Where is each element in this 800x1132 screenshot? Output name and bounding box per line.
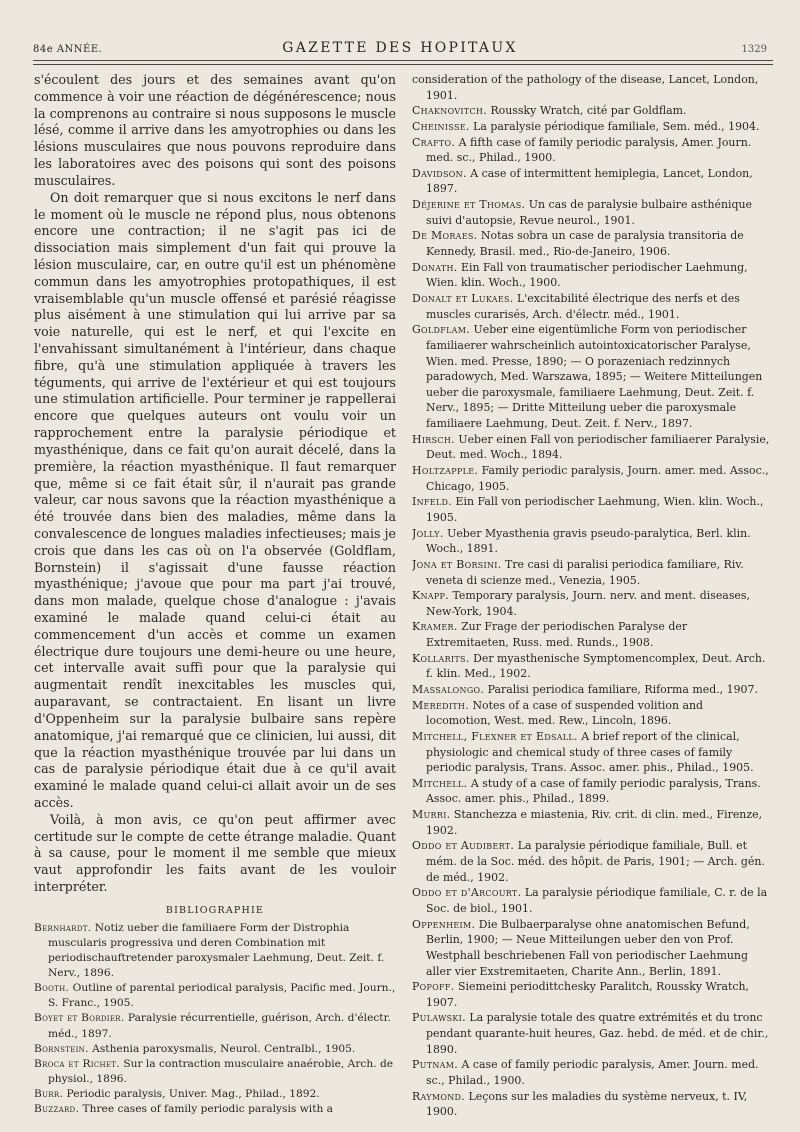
bibliography-reference: Temporary paralysis, Journ. nerv. and ment. diseases, New-York, 1904. xyxy=(426,589,750,618)
bibliography-author: Kollarits. xyxy=(412,651,470,665)
bibliography-entry xyxy=(412,432,770,463)
bibliography-author: Donalt et Lukaes. xyxy=(412,291,514,305)
bibliography-list-right xyxy=(412,72,770,1120)
article-paragraph: On doit remarquer que si nous excitons le nerf dans le moment où le muscle ne répond plus, nous obtenons encore une contraction; il ne s'agit pas ici de dissociation mais simplement d'un fait qui prouve la lésion musculaire, car, en outre qu'il est un phénomène commun dans les amyotrophies protopathiques, il est vraisemblable qu'un muscle offensé et parésié réagisse plus aisément à une stimulation qui lui arrive par sa voie naturelle, qui est le nerf, et qui l'excite en l'envahissant simultanément à l'intérieur, dans chaque fibre, qu'à une stimulation appliquée à travers les téguments, qui arrive de l'extérieur et qui est toujours une stimulation artificielle. Pour terminer je rappellerai encore que quelques auteurs ont voulu voir un rapprochement entre la paralysie périodique et myasthénique, dans ce fait qu'on aurait décelé, dans la première, la réaction myasthénique. Il faut remarquer que, même si ce fait était sûr, il n'aurait pas grande valeur, car nous savons que la réaction myasthénique a été trouvée dans bien des maladies, même dans la convalescence de longues maladies infectieuses; mais je crois que dans les cas où on l'a observée (Goldflam, Bornstein) il s'agissait d'une fausse réaction myasthénique; j'avoue que pour ma part j'ai trouvé, dans mon malade, quelque chose d'analogue : j'avais examiné le malade quand celui-ci était au commencement d'un accès et comme un examen électrique dure toujours une demi-heure ou une heure, cet intervalle avait suffi pour que la paralysie qui augmentait rendît inexcitables les muscles qui, auparavant, se contractaient. En lisant un livre d'Oppenheim sur la paralysie bulbaire sans repère anatomique, j'ai remarqué que ce clinicien, lui aussi, dit que la réaction myasthénique trouvée par lui dans un cas de paralysie périodique était due à ce qu'il avait examiné le malade quand celui-ci allait avoir un de ses accès. xyxy=(34,189,396,810)
bibliography-author: Hirsch. xyxy=(412,432,455,446)
bibliography-author: Kramer. xyxy=(412,620,458,634)
bibliography-author: Bornstein. xyxy=(34,1041,89,1055)
bibliography-author: Popoff. xyxy=(412,980,455,994)
bibliography-entry xyxy=(34,1010,396,1040)
bibliography-author: Raymond. xyxy=(412,1089,466,1103)
bibliography-reference: Ueber eine eigentümliche Form von periodischer familiaerer wahrscheinlich autointoxicatorischer Paralyse, Wien. med. Presse, 1890; — O porazeniach redzinnych paradowych, Med. Warszawa, 1895; — Weitere Mitteilungen ueber die paroxysmale, familiaere Laehmung, Deut. Zeit. f. Nerv., 1895; — Dritte Mitteilung ueber die paroxysmale familiaere Laehmung, Deut. Zeit. f. Nerv., 1897. xyxy=(426,323,763,431)
bibliography-reference: La paralysie périodique familiale, Sem. méd., 1904. xyxy=(469,119,760,133)
bibliography-entry xyxy=(34,1056,396,1086)
bibliography-list-left xyxy=(34,920,396,1116)
bibliography-author: Murri. xyxy=(412,808,451,822)
bibliography-author: Goldflam. xyxy=(412,323,471,337)
bibliography-entry xyxy=(412,698,770,729)
bibliography-reference: Tre casi di paralisi periodica familiare, Riv. veneta di scienze med., Venezia, 1905. xyxy=(426,557,744,587)
bibliography-reference: Roussky Wratch, cité par Goldflam. xyxy=(486,104,687,118)
bibliography-author: Oddo et d'Arcourt. xyxy=(412,886,522,900)
bibliography-author: Buzzard. xyxy=(34,1102,80,1116)
bibliography-author: Pulawski. xyxy=(412,1011,466,1025)
bibliography-author: Massalongo. xyxy=(412,682,485,696)
bibliography-entry xyxy=(412,729,770,776)
bibliography-author: Infeld. xyxy=(412,495,453,509)
bibliography-author: Meredith. xyxy=(412,698,469,712)
bibliography-entry xyxy=(412,682,770,698)
bibliography-author: Jolly. xyxy=(412,526,444,540)
bibliography-entry xyxy=(412,1057,770,1088)
bibliography-reference: Zur Frage der periodischen Paralyse der Extremitaeten, Russ. med. Runds., 1908. xyxy=(426,620,688,650)
bibliography-entry xyxy=(412,807,770,838)
bibliography-entry xyxy=(412,291,770,322)
article-body xyxy=(34,72,396,896)
bibliography-reference: consideration of the pathology of the disease, Lancet, London, 1901. xyxy=(412,73,759,102)
bibliography-author: Boyet et Bordier. xyxy=(34,1011,125,1025)
bibliography-author: Booth. xyxy=(34,981,70,995)
bibliography-reference: Paralysie récurrentielle, guérison, Arch. d'électr. méd., 1897. xyxy=(48,1011,391,1040)
bibliography-entry xyxy=(412,166,770,197)
bibliography-entry xyxy=(412,135,770,166)
bibliography-author: Mitchell, Flexner et Edsall. xyxy=(412,729,578,743)
bibliography-entry xyxy=(412,588,770,619)
bibliography-heading: BIBLIOGRAPHIE xyxy=(165,904,265,916)
bibliography-entry xyxy=(34,920,396,980)
bibliography-entry xyxy=(34,1041,396,1056)
bibliography-reference: L'excitabilité électrique des nerfs et des muscles curarisés, Arch. d'électr. méd., 1901. xyxy=(426,291,740,321)
bibliography-author: Broca et Richet. xyxy=(34,1056,120,1070)
bibliography-reference: Ueber Myasthenia gravis pseudo-paralytica, Berl. klin. Woch., 1891. xyxy=(426,526,751,556)
bibliography-entry xyxy=(412,651,770,682)
bibliography-reference: Siemeini periodittchesky Paralitch, Roussky Wratch, 1907. xyxy=(426,980,750,1009)
bibliography-reference: La paralysie périodique familiale, C. r. de la Soc. de biol., 1901. xyxy=(426,886,768,915)
bibliography-entry xyxy=(34,980,396,1010)
bibliography-entry xyxy=(34,1101,396,1116)
bibliography-reference: La paralysie périodique familiale, Bull. et mém. de la Soc. méd. des hôpit. de Paris, 1901; — Arch. gén. de méd., 1902. xyxy=(426,839,765,884)
bibliography-author: De Moraes. xyxy=(412,229,478,243)
bibliography-entry xyxy=(412,619,770,650)
bibliography-entry xyxy=(412,228,770,259)
bibliography-entry xyxy=(412,119,770,135)
bibliography-reference: Sur la contraction musculaire anaérobie, Arch. de physiol., 1896. xyxy=(48,1056,394,1085)
bibliography-author: Knapp. xyxy=(412,589,449,603)
bibliography-reference: Notiz ueber die familiaere Form der Distrophia muscularis progressiva und deren Combination mit periodischauftretender paroxysmaler Laehmung, Deut. Zeit. f. Nerv., 1896. xyxy=(48,920,385,980)
bibliography-reference: Outline of parental periodical paralysis, Pacific med. Journ., S. Franc., 1905. xyxy=(48,981,396,1010)
bibliography-author: Burr. xyxy=(34,1087,64,1101)
bibliography-author: Déjerine et Thomas. xyxy=(412,198,526,212)
bibliography-entry xyxy=(412,463,770,494)
bibliography-entry xyxy=(412,260,770,291)
bibliography-author: Donath. xyxy=(412,260,458,274)
bibliography-entry xyxy=(412,197,770,228)
bibliography-entry xyxy=(412,885,770,916)
bibliography-reference: Notas sobra un case de paralysia transitoria de Kennedy, Brasil. med., Rio-de-Janeiro, 1906. xyxy=(426,229,744,259)
bibliography-entry xyxy=(412,1089,770,1120)
bibliography-reference: Asthenia paroxysmalis, Neurol. Centralbl., 1905. xyxy=(88,1041,356,1055)
bibliography-author: Chaknovitch. xyxy=(412,104,487,118)
bibliography-reference: La paralysie totale des quatre extrémités et du tronc pendant quarante-huit heures, Gaz. hebd. de méd. et de chir., 1890. xyxy=(426,1011,769,1056)
bibliography-author: Crafto. xyxy=(412,135,456,149)
bibliography-reference: Die Bulbaerparalyse ohne anatomischen Befund, Berlin, 1900; — Neue Mitteilungen ueber den von Prof. Westphall beschriebenen Fall von periodischer Laehmung aller vier Exstremitaeten, Charite Ann., Berlin, 1891. xyxy=(426,917,750,978)
bibliography-author: Jona et Borsini. xyxy=(412,557,502,571)
bibliography-reference: A case of intermittent hemiplegia, Lancet, London, 1897. xyxy=(426,166,753,196)
bibliography-author: Oddo et Audibert. xyxy=(412,839,515,853)
bibliography-entry xyxy=(412,917,770,980)
bibliography-reference: A fifth case of family periodic paralysis, Amer. Journ. med. sc., Philad., 1900. xyxy=(426,135,752,165)
bibliography-reference: Stanchezza e miastenia, Riv. crit. di clin. med., Firenze, 1902. xyxy=(426,808,763,837)
bibliography-entry xyxy=(34,1086,396,1101)
bibliography-reference: A case of family periodic paralysis, Amer. Journ. med. sc., Philad., 1900. xyxy=(426,1058,759,1087)
bibliography-reference: Family periodic paralysis, Journ. amer. med. Assoc., Chicago, 1905. xyxy=(426,464,769,493)
bibliography-author: Bernhardt. xyxy=(34,920,92,934)
bibliography-author: Putnam. xyxy=(412,1058,458,1072)
bibliography-reference: A study of a case of family periodic paralysis, Trans. Assoc. amer. phis., Philad., 1899. xyxy=(426,776,761,806)
header-rule-double xyxy=(33,64,773,65)
page-number: 1329 xyxy=(741,44,767,55)
article-paragraph: s'écoulent des jours et des semaines avant qu'on commence à voir une réaction de dégénérescence; nous la comprenons au contraire si nous supposons le muscle lésé, comme il arrive dans les amyotrophies ou dans les lésions musculaires que nous pouvons reproduire dans les laboratoires avec des poisons qui sont des poisons musculaires. xyxy=(34,72,396,188)
bibliography-reference: A brief report of the clinical, physiologic and chemical study of three cases of family periodic paralysis, Trans. Assoc. amer. phis., Philad., 1905. xyxy=(426,729,754,775)
bibliography-reference: Paralisi periodica familiare, Riforma med., 1907. xyxy=(484,682,758,696)
bibliography-author: Oppenheim. xyxy=(412,917,476,931)
article-paragraph: Voilà, à mon avis, ce qu'on peut affirmer avec certitude sur le compte de cette étrange maladie. Quant à sa cause, pour le moment il me semble que mieux vaut approfondir les faits avant de les vouloir interpréter. xyxy=(34,811,396,894)
right-column xyxy=(412,72,770,1120)
bibliography-entry xyxy=(412,526,770,557)
bibliography-author: Davidson. xyxy=(412,166,467,180)
bibliography-reference: Leçons sur les maladies du système nerveux, t. IV, 1900. xyxy=(426,1089,748,1119)
bibliography-reference: Ein Fall von traumatischer periodischer Laehmung, Wien. klin. Woch., 1900. xyxy=(426,260,748,290)
bibliography-author: Cheinisse. xyxy=(412,119,470,133)
bibliography-author: Mitchell. xyxy=(412,776,468,790)
bibliography-entry xyxy=(412,72,770,103)
bibliography-entry xyxy=(412,776,770,807)
bibliography-reference: Notes of a case of suspended volition and locomotion, West. med. Rew., Lincoln, 1896. xyxy=(426,698,704,728)
bibliography-entry xyxy=(412,322,770,431)
bibliography-entry xyxy=(412,1010,770,1057)
header-rule xyxy=(33,60,773,61)
bibliography-reference: Periodic paralysis, Univer. Mag., Philad., 1892. xyxy=(63,1087,320,1101)
issue-year: 84e ANNÉE. xyxy=(33,44,103,55)
bibliography-reference: Three cases of family periodic paralysis with a xyxy=(79,1102,334,1116)
bibliography-reference: Un cas de paralysie bulbaire asthénique suivi d'autopsie, Revue neurol., 1901. xyxy=(426,198,753,227)
bibliography-author: Holtzapple. xyxy=(412,464,479,478)
bibliography-reference: Ein Fall von periodischer Laehmung, Wien. klin. Woch., 1905. xyxy=(426,495,764,524)
bibliography-reference: Der myasthenische Symptomencomplex, Deut. Arch. f. klin. Med., 1902. xyxy=(426,651,766,681)
bibliography-entry xyxy=(412,979,770,1010)
bibliography-entry xyxy=(412,557,770,588)
left-column xyxy=(34,72,396,1120)
bibliography-entry xyxy=(412,494,770,525)
bibliography-entry xyxy=(412,838,770,885)
publication-title: GAZETTE DES HOPITAUX xyxy=(282,40,518,56)
bibliography-entry xyxy=(412,103,770,119)
bibliography-reference: Ueber einen Fall von periodischer familiaerer Paralysie, Deut. med. Woch., 1894. xyxy=(426,432,770,462)
